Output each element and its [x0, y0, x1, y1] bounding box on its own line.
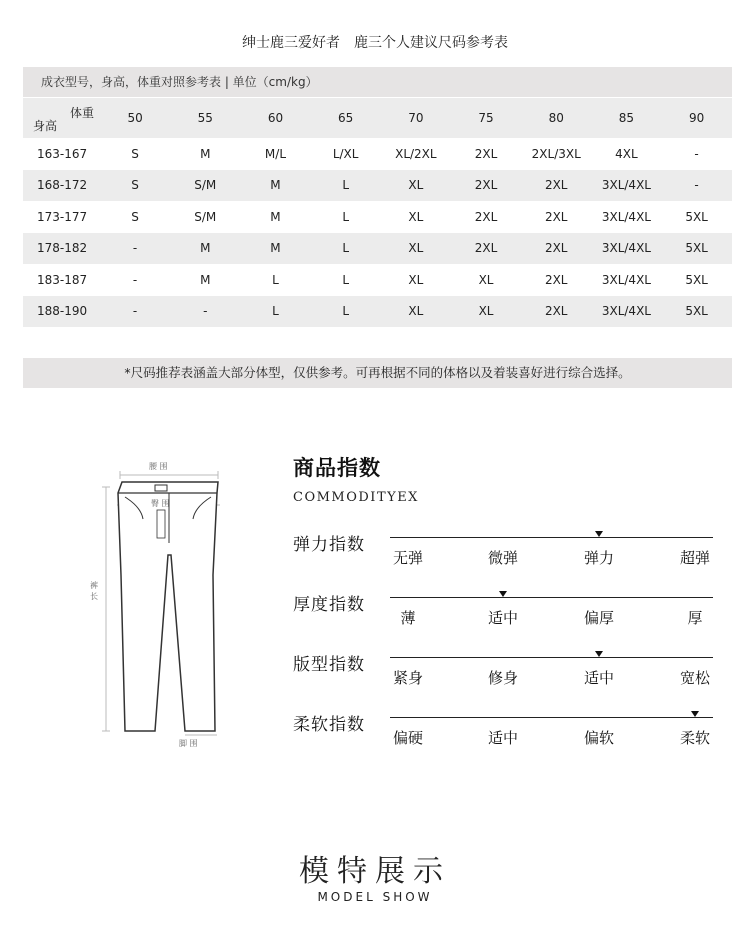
size-cell: M [200, 146, 211, 161]
length-label: 裤 长 [90, 581, 98, 601]
model-show-title: 模特展示 [299, 854, 451, 889]
size-cell: 2XL [544, 241, 568, 256]
index-option: 宽松 [679, 669, 710, 687]
size-cell: XL/2XL [395, 146, 437, 161]
size-cell: 3XL/4XL [601, 304, 651, 319]
size-cell: S/M [194, 178, 217, 193]
size-cell: 2XL [544, 304, 568, 319]
index-option: 修身 [487, 669, 518, 687]
page-title: 绅士鹿三爱好者 鹿三个人建议尺码参考表 [242, 35, 508, 51]
size-cell: 2XL/3XL [531, 146, 581, 161]
commodity-title: 商品指数 [293, 456, 381, 480]
hip-label: 臀 围 [151, 499, 170, 508]
height-cell: 183-187 [37, 272, 88, 287]
weight-header-cell: 60 [267, 111, 284, 125]
index-marker-icon [691, 711, 699, 717]
weight-header-cell: 55 [197, 111, 213, 125]
size-table [23, 98, 732, 327]
index-option: 紧身 [392, 669, 423, 687]
size-cell: XL [408, 178, 424, 193]
size-cell: S/M [194, 209, 217, 224]
size-cell: - [694, 146, 699, 161]
index-option: 偏软 [583, 729, 614, 747]
index-marker-icon [595, 651, 603, 657]
index-option: 无弹 [392, 549, 423, 567]
size-cell: L [342, 178, 349, 193]
weight-header-cell: 80 [548, 111, 564, 125]
table-row [23, 264, 732, 296]
size-cell: XL [478, 272, 494, 287]
size-cell: L [342, 272, 349, 287]
pants-outline [95, 455, 245, 755]
height-cell: 173-177 [37, 209, 88, 224]
size-cell: 2XL [544, 272, 568, 287]
size-cell: 2XL [544, 178, 568, 193]
size-note: *尺码推荐表涵盖大部分体型，仅供参考。可再根据不同的体格以及着装喜好进行综合选择。 [23, 358, 732, 388]
size-cell: 3XL/4XL [601, 272, 651, 287]
size-cell: M [270, 178, 281, 193]
index-option: 微弹 [487, 549, 518, 567]
size-cell: S [131, 178, 139, 193]
corner-height-label: 身高 [33, 119, 58, 133]
index-option: 适中 [583, 669, 614, 687]
index-option: 适中 [487, 609, 518, 627]
size-cell: 2XL [474, 241, 498, 256]
size-cell: 2XL [474, 146, 498, 161]
size-cell: S [131, 146, 139, 161]
weight-header-cell: 65 [338, 111, 354, 125]
size-cell: 3XL/4XL [601, 209, 651, 224]
index-marker-icon [499, 591, 507, 597]
size-cell: 2XL [474, 209, 498, 224]
size-cell: 5XL [685, 272, 708, 287]
size-cell: XL [408, 241, 424, 256]
weight-header-cell: 50 [127, 111, 143, 125]
waist-label: 腰 围 [149, 462, 168, 471]
corner-weight-label: 体重 [69, 106, 94, 120]
table-row [23, 138, 732, 170]
size-cell: - [694, 178, 699, 193]
size-cell: 3XL/4XL [601, 241, 651, 256]
index-option: 薄 [400, 609, 416, 627]
index-label: 柔软指数 [293, 715, 365, 735]
size-cell: 5XL [685, 241, 708, 256]
height-cell: 178-182 [37, 241, 88, 256]
size-cell: M [200, 241, 211, 256]
size-cell: L [272, 272, 279, 287]
index-label: 厚度指数 [293, 595, 365, 615]
size-cell: L [342, 304, 349, 319]
table-row [23, 170, 732, 202]
size-cell: 4XL [615, 146, 638, 161]
index-scale-line [390, 597, 713, 598]
size-cell: 5XL [685, 209, 708, 224]
weight-header-cell: 85 [618, 111, 635, 125]
table-row [23, 201, 732, 233]
size-cell: L [342, 241, 349, 256]
height-cell: 188-190 [37, 304, 88, 319]
index-scale-line [390, 717, 713, 718]
weight-header-cell: 70 [408, 111, 424, 125]
size-cell: 2XL [544, 209, 568, 224]
index-label: 版型指数 [293, 655, 365, 675]
height-cell: 163-167 [37, 146, 88, 161]
size-cell: L/XL [332, 146, 359, 161]
size-table-header-note: 成衣型号，身高，体重对照参考表 | 单位（cm/kg） [23, 67, 732, 97]
size-cell: XL [408, 272, 424, 287]
size-cell: XL [478, 304, 494, 319]
size-cell: M [270, 241, 281, 256]
weight-header-cell: 90 [688, 111, 705, 125]
commodity-subtitle: COMMODITYEX [293, 490, 419, 505]
index-label: 弹力指数 [293, 535, 365, 555]
size-cell: - [132, 304, 138, 319]
size-cell: L [272, 304, 279, 319]
size-cell: S [131, 209, 139, 224]
index-option: 偏厚 [583, 609, 614, 627]
height-cell: 168-172 [37, 178, 88, 193]
index-marker-icon [595, 531, 603, 537]
size-cell: 5XL [685, 304, 708, 319]
size-cell: XL [408, 304, 424, 319]
hem-label: 脚 围 [179, 739, 198, 748]
size-cell: M/L [264, 146, 287, 161]
index-scale-line [390, 537, 713, 538]
table-corner [23, 98, 100, 138]
index-option: 厚 [687, 609, 703, 627]
size-cell: - [132, 241, 138, 256]
size-cell: 2XL [474, 178, 498, 193]
index-option: 超弹 [679, 549, 710, 567]
size-cell: - [132, 272, 138, 287]
size-table-body [23, 138, 732, 327]
index-option: 偏硬 [392, 729, 423, 747]
size-cell: L [342, 209, 349, 224]
size-cell: XL [408, 209, 424, 224]
index-scale-line [390, 657, 713, 658]
size-cell: M [270, 209, 281, 224]
index-option: 适中 [487, 729, 518, 747]
size-table-header-row [23, 98, 732, 138]
weight-header-cell: 75 [478, 111, 494, 125]
size-cell: 3XL/4XL [601, 178, 651, 193]
table-row [23, 296, 732, 328]
size-cell: M [200, 272, 211, 287]
index-option: 弹力 [583, 549, 614, 567]
table-row [23, 233, 732, 265]
pants-diagram [90, 455, 245, 755]
model-show-subtitle: MODEL SHOW [317, 890, 433, 904]
index-option: 柔软 [679, 729, 710, 747]
size-cell: - [203, 304, 208, 319]
